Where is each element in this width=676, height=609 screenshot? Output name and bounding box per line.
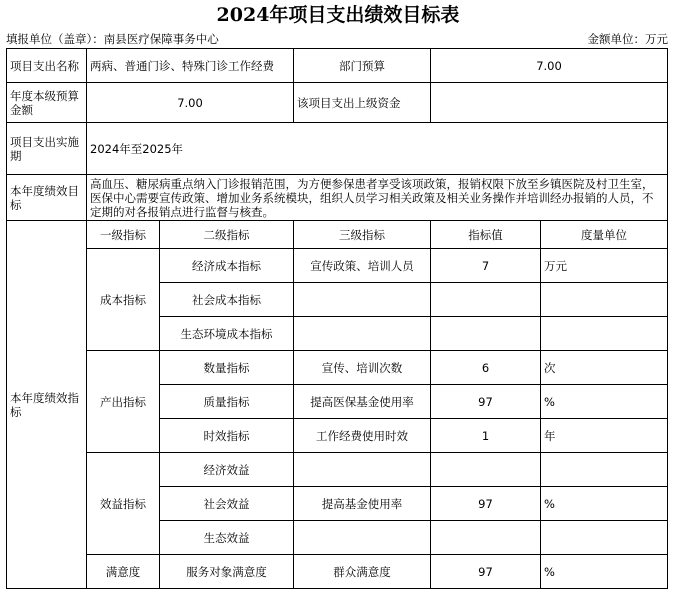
level3-cell: 宣传、培训次数	[294, 351, 431, 385]
unit-cell: 万元	[541, 249, 668, 283]
project-name: 两病、普通门诊、特殊门诊工作经费	[87, 49, 294, 83]
value-cell	[431, 283, 541, 317]
level2-cell: 质量指标	[160, 385, 294, 419]
project-name-label: 项目支出名称	[7, 49, 87, 83]
amount-unit: 金额单位：万元	[587, 32, 668, 46]
annual-budget-label: 年度本级预算金额	[7, 83, 87, 123]
group-name: 产出指标	[87, 351, 160, 453]
level2-cell: 生态环境成本指标	[160, 317, 294, 351]
filing-unit: 填报单位（盖章）：南县医疗保障事务中心	[6, 32, 219, 46]
level3-cell	[294, 317, 431, 351]
level3-cell	[294, 453, 431, 487]
indicators-section-label: 本年度绩效指标	[7, 221, 87, 589]
level3-cell	[294, 283, 431, 317]
unit-cell: 年	[541, 419, 668, 453]
value-cell	[431, 317, 541, 351]
value-cell: 6	[431, 351, 541, 385]
annual-goal-text: 高血压、糖尿病重点纳入门诊报销范围，为方便参保患者享受该项政策，报销权限下放至乡镇医院及村卫生室，医保中心需要宣传政策、增加业务系统模块，组织人员学习相关政策及相关业务操作并培训经办报销的人员，不定期的对各报销点进行监督与核查。	[87, 175, 668, 221]
performance-table	[6, 48, 668, 589]
annual-budget-value: 7.00	[87, 83, 294, 123]
page-title: 2024年项目支出绩效目标表	[216, 4, 460, 26]
unit-cell: 次	[541, 351, 668, 385]
group-name: 满意度	[87, 555, 160, 589]
unit-cell	[541, 317, 668, 351]
level2-cell: 社会效益	[160, 487, 294, 521]
value-cell	[431, 521, 541, 555]
level2-cell: 生态效益	[160, 521, 294, 555]
level2-cell: 时效指标	[160, 419, 294, 453]
level3-cell: 提高医保基金使用率	[294, 385, 431, 419]
value-cell: 97	[431, 487, 541, 521]
value-cell	[431, 453, 541, 487]
dept-budget-value: 7.00	[431, 49, 668, 83]
level3-cell: 提高基金使用率	[294, 487, 431, 521]
unit-cell	[541, 521, 668, 555]
level2-cell: 数量指标	[160, 351, 294, 385]
group-name: 效益指标	[87, 453, 160, 555]
annual-goal-label: 本年度绩效目标	[7, 175, 87, 221]
header-unit: 度量单位	[541, 221, 668, 249]
dept-budget-label: 部门预算	[294, 49, 431, 83]
value-cell: 97	[431, 385, 541, 419]
value-cell: 7	[431, 249, 541, 283]
period-label: 项目支出实施期	[7, 123, 87, 175]
unit-cell: %	[541, 487, 668, 521]
group-name: 成本指标	[87, 249, 160, 351]
period-value: 2024年至2025年	[87, 123, 668, 175]
level3-cell: 群众满意度	[294, 555, 431, 589]
level3-cell: 工作经费使用时效	[294, 419, 431, 453]
unit-cell	[541, 453, 668, 487]
unit-cell	[541, 283, 668, 317]
level2-cell: 社会成本指标	[160, 283, 294, 317]
superior-funds-label: 该项目支出上级资金	[294, 83, 431, 123]
unit-cell: %	[541, 555, 668, 589]
header-level1: 一级指标	[87, 221, 160, 249]
level2-cell: 经济成本指标	[160, 249, 294, 283]
level2-cell: 服务对象满意度	[160, 555, 294, 589]
header-level2: 二级指标	[160, 221, 294, 249]
header-level3: 三级指标	[294, 221, 431, 249]
level3-cell	[294, 521, 431, 555]
unit-cell: %	[541, 385, 668, 419]
level2-cell: 经济效益	[160, 453, 294, 487]
superior-funds-value	[431, 83, 668, 123]
level3-cell: 宣传政策、培训人员	[294, 249, 431, 283]
header-value: 指标值	[431, 221, 541, 249]
value-cell: 1	[431, 419, 541, 453]
value-cell: 97	[431, 555, 541, 589]
